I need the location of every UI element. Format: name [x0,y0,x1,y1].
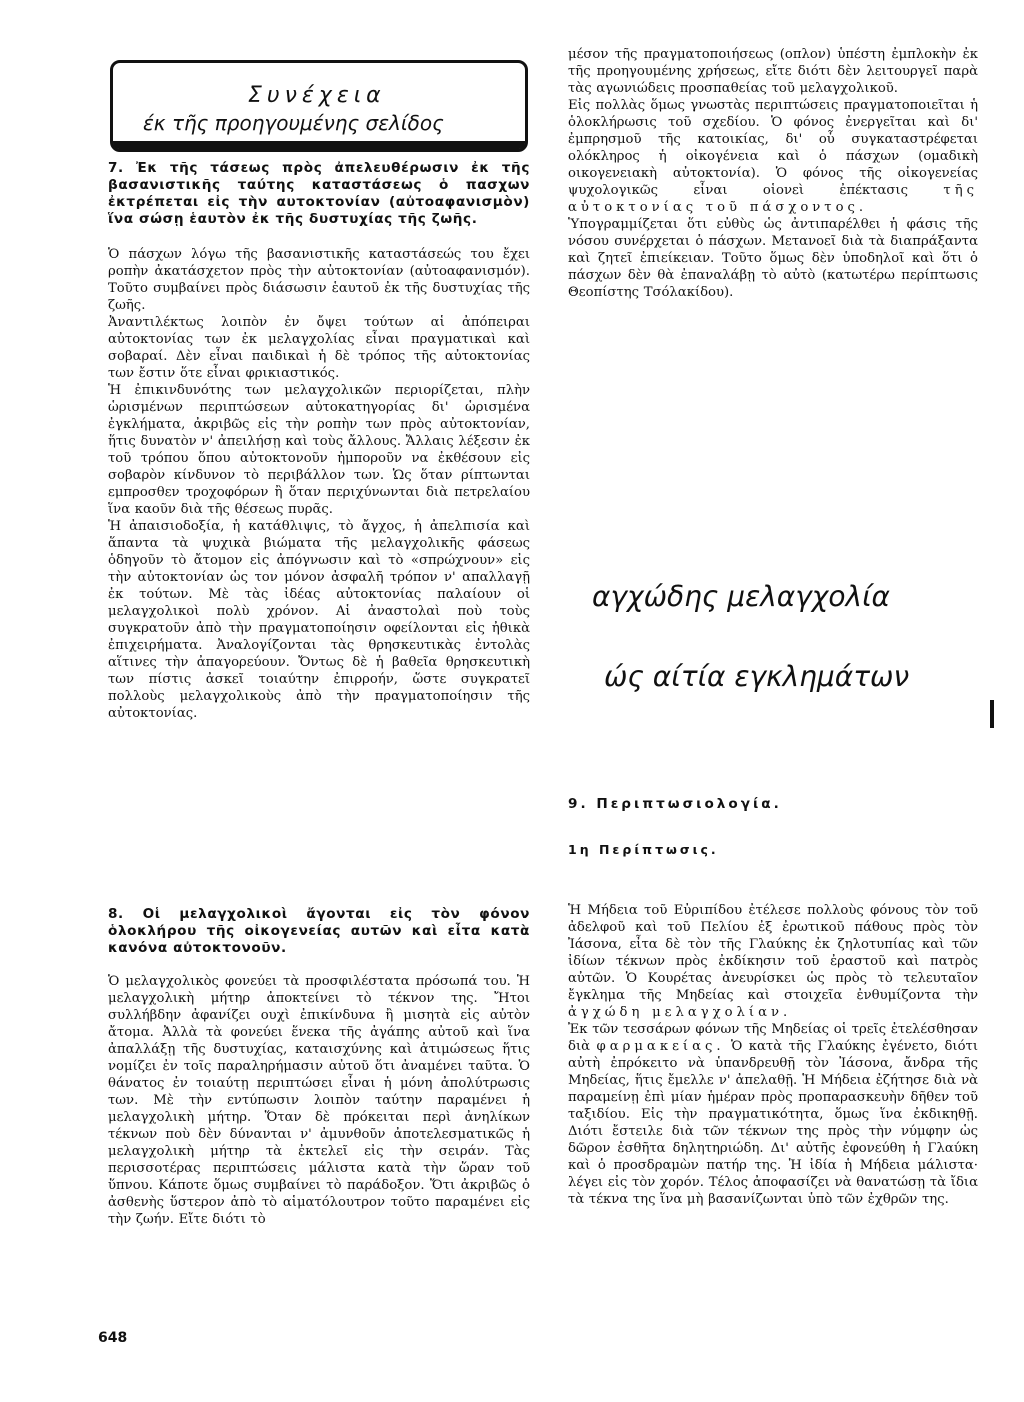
right-paragraph-2-spaced: τῆς αὐτοκτονίας τοῦ πάσχοντος. [568,183,978,215]
right-paragraph-3: Ὑπογραμμίζεται ὅτι εὐθὺς ὡς ἀντιπαρέλθει ἡ φάσις τῆς νόσου συνέρχεται ὁ πάσχων. Μετανοεῖ διὰ τὰ διαπράξαντα καὶ ζητεῖ ἐπιείκειαν. Τοῦτο ὅμως δὲν ὑποδηλοῖ καὶ ὅτι ὁ πάσχων δὲν θὰ ἐπαναλάβῃ τὸ αὐτὸ (κατωτέρω περίπτωσις Θεοπίστης Τσόλακίδου). [568,217,978,300]
page-number: 648 [98,1330,128,1346]
right-paragraph-4-text: Ἡ Μήδεια τοῦ Εὐριπίδου ἐτέλεσε πολλοὺς φόνους τὸν τοῦ ἀδελφοῦ καὶ τοῦ Πελίου ἐξ ἐρωτικοῦ πάθους πρὸς τὸν Ἰάσονα, εἶτα δὲ τὸν τῆς Γλαύκης ἐκ ζηλοτυπίας καὶ τῶν ἰδίων τέκνων πρὸς ἐκδίκησιν τοῦ ἐραστοῦ καὶ πατρὸς αὐτῶν. Ὁ Κουρέτας ἀνευρίσκει ὡς πρὸς τὸ τελευταῖον ἔγκλημα τῆς Μηδείας καὶ στοιχεῖα ἐνθυμίζοντα τὴν [568,903,978,1003]
right-paragraph-5-text-a: Ἐκ τῶν τεσσάρων φόνων τῆς Μηδείας οἱ τρεῖς ἐτελέσθησαν διὰ [568,1022,978,1054]
case-1-heading: 1η Περίπτωσις. [568,842,719,857]
continued-title: Συνέχεια [248,83,386,108]
right-paragraph-5-text-c: Ὁ κατὰ τῆς Γλαύκης ἐγένετο, διότι αὐτὴ ἐπρόκειτο νὰ ὑπανδρευθῇ τὸν Ἰάσονα, ἄνδρα τῆς Μηδείας, ἥτις ἔμελλε ν' ἀπελαθῇ. Ἡ Μήδεια ἐζήτησε διὰ νὰ παραμείνῃ ἐπὶ μίαν ἡμέραν πρὸς προπαρασκευὴν δῆθεν τοῦ ταξιδίου. Εἰς τὴν πραγματικότητα, ὅμως ἵνα ἐκδικηθῇ. Διότι ἔστειλε διὰ τῶν τέκνων της πρὸς τὴν νύμφην ὡς δῶρον ἐσθῆτα δηλητηριώδη. Δι' αὐτῆς ἐφονεύθη ἡ Γλαύκη καὶ ὁ προσδραμὼν πατήρ της. Ἡ ἰδία ἡ Μήδεια μάλιστα· λέγει εἰς τὸν χορόν. Τέλος ἀποφασίζει νὰ θανατώσῃ τὰ ἴδια τὰ τέκνα της ἵνα μὴ βασανίζωνται ὑπὸ τῶν ἐχθρῶν της. [568,1039,978,1207]
box-bottom-bar [113,141,525,149]
left-paragraph-4: Ἡ ἀπαισιοδοξία, ἡ κατάθλιψις, τὸ ἄγχος, ἡ ἀπελπισία καὶ ἅπαντα τὰ ψυχικὰ βιώματα τῆς μελαγχολικῆς φάσεως ὁδηγοῦν τὸ ἄτομον εἰς ἀπόγνωσιν καὶ τὸ «σπρώχνουν» εἰς τὴν αὐτοκτονίαν ὡς τον μόνον ἀσφαλῆ τρόπον ν' απαλλαγῇ ἐκ τούτων. Μὲ τὰς ἰδέας αὐτοκτονίας παλαίουν οἱ μελαγχολικοὶ πολὺ χρόνον. Αἱ ἀναστολαὶ ποὺ τοὺς συγκρατοῦν ἀπὸ τὴν πραγματοποίησιν οφείλονται εἰς ἠθικὰ ἐπιχειρήματα. Ἀναλογίζονται τὰς θρησκευτικὰς ἐντολὰς αἵτινες τὴν ἀπαγορεύουν. Ὄντως δὲ ἡ βαθεῖα θρησκευτικὴ των πίστις ἀσκεῖ τοιαύτην ἐπιρροήν, ὥστε συγκρατεῖ πολλοὺς μελαγχολικοὺς ἀπὸ τὴν πραγματοποίησιν τῆς αὐτοκτονίας. [108,519,530,721]
feature-title-line-2: ώς αίτία εγκλημάτων [604,660,910,693]
title-vertical-mark [990,700,994,728]
right-paragraph-2-text: Εἰς πολλὰς ὅμως γνωστὰς περιπτώσεις πραγματοποιεῖται ἡ ὁλοκλήρωσις τοῦ σχεδίου. Ὁ φόνος ἐνεργεῖται καὶ δι' ἐμπρησμοῦ τῆς κατοικίας, δι' οὗ συγκαταστρέφεται ολόκληρος ἡ οἰκογένεια καὶ ὁ πάσχων (ομαδικὴ οικογενειακὴ αὐτοκτονία). Ὁ φόνος τῆς οἰκογενείας ψυχολογικῶς εἶναι οἱονεὶ ἐπέκτασις [568,98,978,198]
section-8-heading: 8. Οἱ μελαγχολικοὶ ἄγονται εἰς τὸν φόνον ὁλοκλήρου τῆς οἰκογενείας αυτῶν καὶ εἶτα κατὰ κανόνα αὐτοκτονοῦν. [108,906,530,956]
section-7-heading: 7. Ἐκ τῆς τάσεως πρὸς ἀπελευθέρωσιν ἐκ τῆς βασανιστικῆς ταύτης καταστάσεως ὁ πασχων ἐκτρέπεται εἰς τὴν αυτοκτονίαν (αὐτοαφανισμὸν) ἵνα σώσῃ ἑαυτὸν ἐκ τῆς δυστυχίας τῆς ζωῆς. [108,160,530,227]
right-paragraph-5-spaced: φαρμακείας. [596,1039,725,1054]
left-paragraph-2: Ἀναντιλέκτως λοιπὸν ἐν ὄψει τούτων αἱ ἀπόπειραι αὐτοκτονίας των ἐκ μελαγχολίας εἶναι πραγματικαὶ καὶ σοβαραί. Δὲν εἶναι παιδικαὶ ἡ δὲ τρόπος τῆς αὐτοκτονίας των ἔστιν ὅτε εἶναι φρικιαστικός. [108,315,530,381]
right-column-lower [568,796,978,858]
right-paragraph-4 [568,902,978,1021]
left-paragraph-3: Ἡ ἐπικινδυνότης των μελαγχολικῶν περιορίζεται, πλὴν ὡρισμένων περιπτώσεων αὐτοκατηγορίας δι' ὡρισμένα ἐγκλήματα, ἀκριβῶς εἰς τὴν ροπὴν των πρὸς αὐτοκτονίαν, ἥτις δυνατὸν ν' ἀπειλήσῃ καὶ τοὺς ἄλλους. Ἄλλαις λέξεσιν ἐκ τοῦ τρόπου ὅπου αὐτοκτονοῦν ἠμποροῦν να ἐκθέσουν εἰς σοβαρὸν κίνδυνον τὸ περιβάλλον των. Ὡς ὅταν ρίπτωνται εμπροσθεν τροχοφόρων ἢ ὅταν περιχύνωνται διὰ πετρελαίου ἵνα καοῦν διὰ τῆς θέσεως πυρᾶς. [108,383,530,517]
right-paragraph-5 [568,1021,978,1208]
continued-box [110,60,528,152]
right-column [568,46,978,301]
feature-title-line-1: αγχώδης μελαγχολία [592,580,891,613]
right-paragraph-4-spaced: ἀγχώδη μελαγχολίαν. [568,1005,792,1020]
section-9-heading: 9. Περιπτωσιολογία. [568,796,782,812]
right-column-bottom [568,902,978,1208]
left-column [108,160,530,722]
right-paragraph-2 [568,97,978,216]
left-paragraph-5: Ὁ μελαγχολικὸς φονεύει τὰ προσφιλέστατα πρόσωπά του. Ἡ μελαγχολικὴ μήτηρ ἀποκτείνει τὸ τέκνον της. Ἤτοι συλλήβδην ἀφανίζει ουχὶ ἐπικίνδυνα ἢ μισητὰ εἰς αὐτὸν ἄτομα. Ἀλλὰ τὰ φονεύει ἕνεκα τῆς ἀγάπης αὐτοῦ καὶ ἵνα ἀπαλλάξῃ τῆς δυστυχίας, καταισχύνης καὶ ἀτιμώσεως ἥτις νομίζει ἐν τοῖς παραληρήμασιν αὐτοῦ ὅτι ἀναμένει ταῦτα. Ὁ θάνατος ἐν τοιαύτῃ περιπτώσει εἶναι ἡ μόνη ἀπολύτρωσις των. Μὲ τὴν εντύπωσιν λοιπὸν ταύτην παραμένει ἡ μελαγχολικὴ μήτηρ. Ὅταν δὲ πρόκειται περὶ ἀνηλίκων τέκνων ποὺ δὲν δύνανται ν' ἀμυνθοῦν ἀποτελεσματικῶς ἡ μελαγχολικὴ μήτηρ τὰ ἐκτελεῖ εἰς τὴν σειράν. Τὰς περισσοτέρας περιπτώσεις μάλιστα κατὰ τὴν ὥραν τοῦ ὕπνου. Κάποτε ὅμως συμβαίνει τὸ παράδοξον. Ὅτι ἀκριβῶς ὁ ἀσθενὴς ὕστερον ἀπὸ τὸ αἱματόλουτρον τοῦτο παραμένει εἰς τὴν ζωήν. Εἴτε διότι τὸ [108,974,530,1227]
left-column-lower [108,906,530,1228]
continued-subtitle: έκ τῆς προηγουμένης σελίδος [143,111,444,135]
left-paragraph-1: Ὁ πάσχων λόγω τῆς βασανιστικῆς καταστάσεώς του ἔχει ροπὴν ἀκατάσχετον πρὸς τὴν αὐτοκτονίαν (αὐτοαφανισμόν). Τοῦτο συμβαίνει πρὸς διάσωσιν ἑαυτοῦ ἐκ τῆς δυστυχίας τῆς ζωῆς. [108,247,530,313]
right-paragraph-1: μέσον τῆς πραγματοποιήσεως (οπλον) ὑπέστη ἐμπλοκὴν ἐκ τῆς προηγουμένης χρήσεως, εἴτε διότι δὲν λειτουργεῖ παρὰ τὰς αγωνιώδεις προσπαθείας τοῦ μελαγχολικοῦ. [568,47,978,96]
